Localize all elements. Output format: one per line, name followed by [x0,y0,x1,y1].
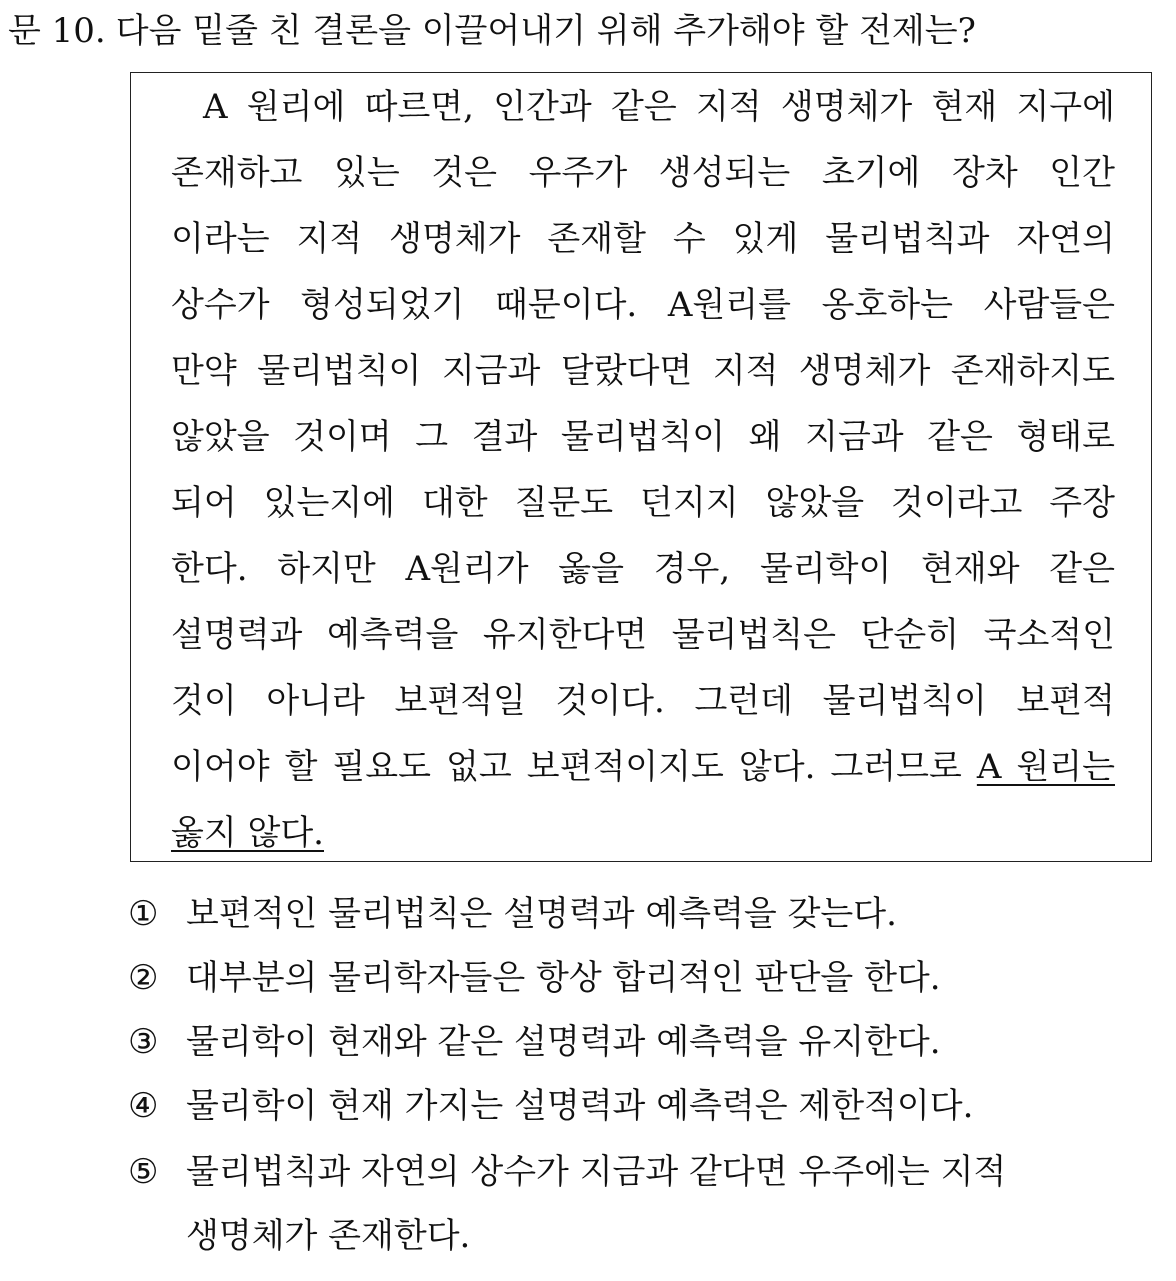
passage-line [171,813,324,853]
question-number: 문 10. [8,11,106,51]
passage-line: 것이 아니라 보편적일 것이다. 그런데 물리법칙이 보편적 [171,681,1115,721]
passage-line: 상수가 형성되었기 때문이다. A원리를 옹호하는 사람들은 [171,285,1115,325]
option-1[interactable] [128,892,897,936]
passage-text: 이어야 할 필요도 없고 보편적이지도 않다. 그러므로 [171,747,977,787]
option-number: ④ [128,1086,159,1126]
option-4[interactable] [128,1084,973,1128]
option-text: 물리학이 현재와 같은 설명력과 예측력을 유지한다. [186,1022,941,1062]
question-stem [8,8,976,54]
passage-box [130,72,1152,862]
passage-line: 만약 물리법칙이 지금과 달랐다면 지적 생명체가 존재하지도 [171,351,1115,391]
passage-line [171,747,1115,787]
passage-line: 존재하고 있는 것은 우주가 생성되는 초기에 장차 인간 [171,153,1115,193]
option-number: ① [128,894,159,934]
option-number: ② [128,958,159,998]
option-text: 물리법칙과 자연의 상수가 지금과 같다면 우주에는 지적 [186,1152,1007,1192]
option-5-continuation: 생명체가 존재한다. [186,1216,471,1256]
option-3[interactable] [128,1020,941,1064]
underlined-conclusion: A 원리는 [976,747,1115,787]
option-5[interactable] [128,1150,1006,1194]
underlined-conclusion: 옳지 않다. [171,813,324,853]
passage-line: 되어 있는지에 대한 질문도 던지지 않았을 것이라고 주장 [171,483,1115,523]
option-text: 물리학이 현재 가지는 설명력과 예측력은 제한적이다. [186,1086,974,1126]
option-text: 대부분의 물리학자들은 항상 합리적인 판단을 한다. [186,958,941,998]
passage-line: 한다. 하지만 A원리가 옳을 경우, 물리학이 현재와 같은 [171,549,1115,589]
passage-line: 설명력과 예측력을 유지한다면 물리법칙은 단순히 국소적인 [171,615,1115,655]
option-number: ⑤ [128,1152,159,1192]
passage-line: A 원리에 따르면, 인간과 같은 지적 생명체가 현재 지구에 [203,87,1115,127]
option-text: 보편적인 물리법칙은 설명력과 예측력을 갖는다. [186,894,897,934]
passage-line: 않았을 것이며 그 결과 물리법칙이 왜 지금과 같은 형태로 [171,417,1115,457]
option-2[interactable] [128,956,941,1000]
passage-line: 이라는 지적 생명체가 존재할 수 있게 물리법칙과 자연의 [171,219,1115,259]
option-number: ③ [128,1022,159,1062]
question-text: 다음 밑줄 친 결론을 이끌어내기 위해 추가해야 할 전제는? [115,11,976,51]
